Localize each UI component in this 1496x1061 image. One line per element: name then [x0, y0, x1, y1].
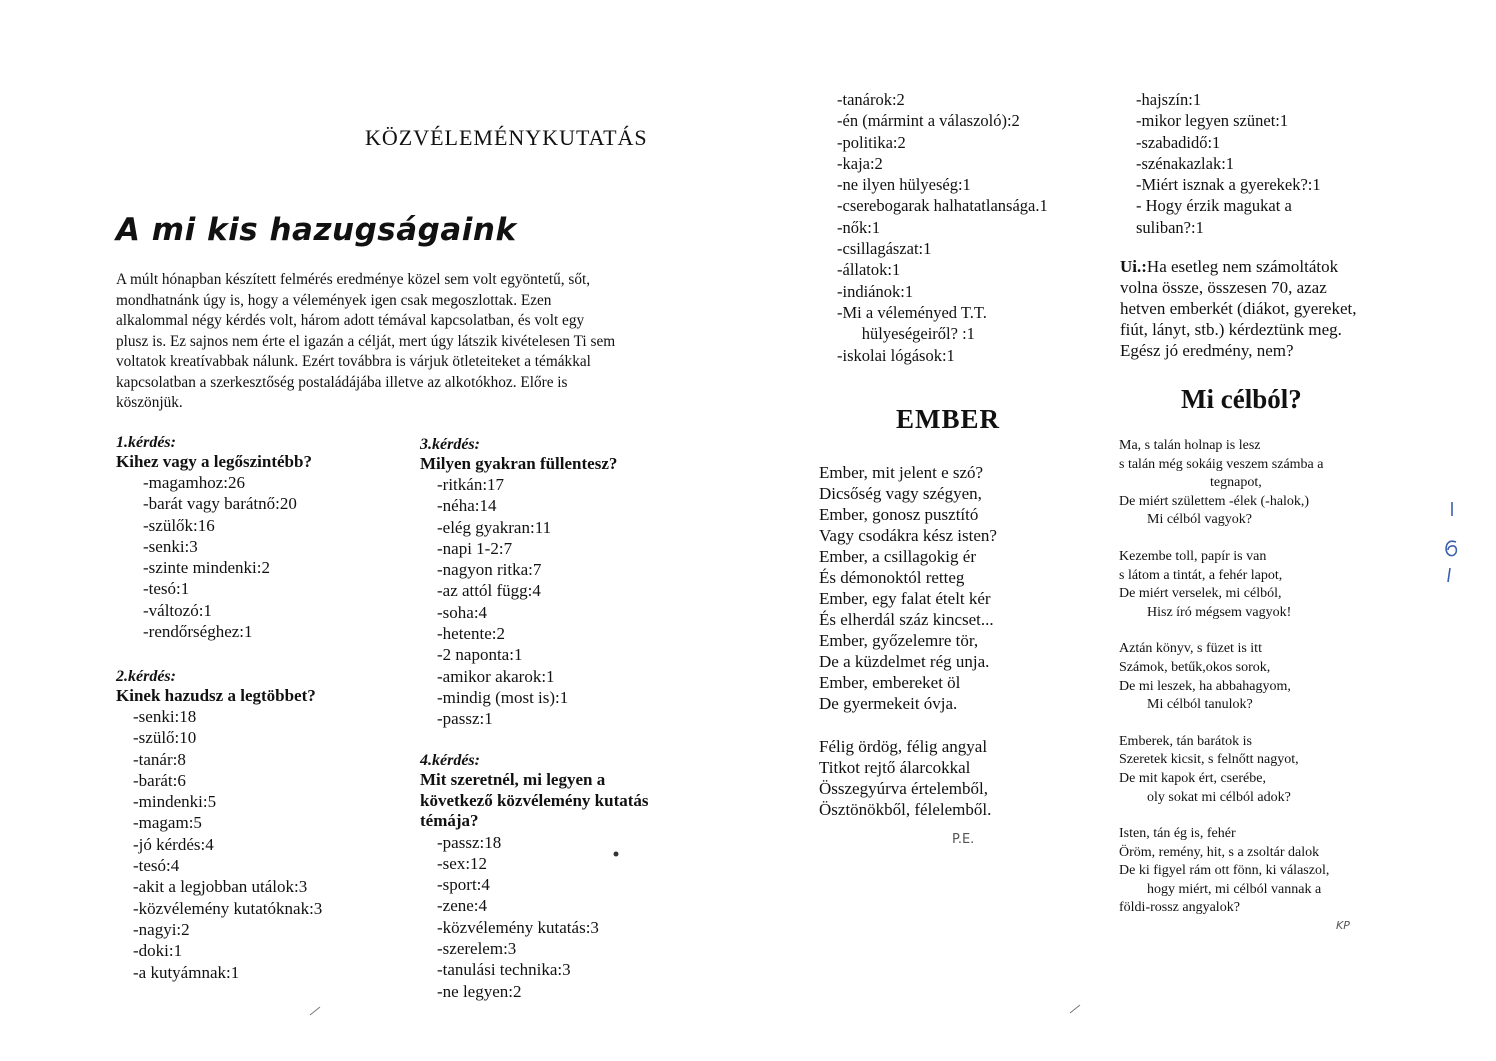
answer-item: hülyeségeiről? :1 [837, 324, 975, 344]
poem-line: Mi célból vagyok? [1119, 512, 1252, 528]
intro-paragraph [116, 270, 678, 414]
answer-item: -mindig (most is):1 [437, 687, 569, 707]
poem-line: És elherdál száz kincset... [819, 610, 994, 629]
answer-item: -nagyi:2 [133, 919, 190, 939]
answer-item: -hetente:2 [437, 624, 505, 644]
intro-line: kapcsolatban a szerkesztőség postaládájába illetve az alkotókhoz. Előre is [116, 373, 568, 391]
answer-item: -szülők:16 [143, 515, 215, 535]
answer-item: -sex:12 [437, 853, 488, 873]
poem-line: földi-rossz angyalok? [1119, 900, 1240, 916]
answer-item: -sport:4 [437, 875, 490, 895]
answer-item: -soha:4 [437, 602, 488, 622]
question-1 [116, 434, 312, 642]
postscript-text-line: fiút, lányt, stb.) kérdeztünk meg. [1120, 320, 1342, 339]
answer-item: -szerelem:3 [437, 938, 517, 958]
poem-line: Ember, a csillagokig ér [819, 547, 976, 566]
answer-item: -senki:3 [143, 536, 198, 556]
intro-line: plusz is. Ez sajnos nem érte el igazán a célját, mert úgy látszik kivételesen Ti sem [116, 332, 616, 350]
answer-item: -2 naponta:1 [437, 645, 523, 665]
answer-item: -én (mármint a válaszoló):2 [837, 111, 1020, 131]
poem-body [1119, 437, 1329, 936]
poem-line: s talán még sokáig veszem számba a [1119, 456, 1324, 472]
poem-stanza [819, 736, 991, 820]
answer-item: -tanár:8 [133, 749, 186, 769]
topic-list-continued [837, 89, 1048, 366]
article-title: A mi kis hazugságaink [116, 212, 517, 248]
answer-item: suliban?:1 [1136, 217, 1204, 237]
intro-line: voltatok kreatívabbak nálunk. Ezért továbbra is várjuk ötleteiteket a témákkal [116, 353, 591, 370]
answer-list [420, 474, 617, 730]
poem-line: s látom a tintát, a fehér lapot, [1119, 567, 1283, 583]
question-text: Kinek hazudsz a legtöbbet? [116, 686, 316, 705]
poem-signature: KP [1336, 919, 1350, 932]
postscript-text [1120, 256, 1356, 361]
poem-line: De mit kapok ért, cserébe, [1119, 770, 1266, 786]
poem-line: Szeretek kicsit, s felnőtt nagyot, [1119, 752, 1299, 768]
intro-line: A múlt hónapban készített felmérés eredménye közel sem volt egyöntetű, sőt, [116, 271, 591, 288]
poem-title-ember: EMBER [896, 404, 1001, 434]
answer-item: -jó kérdés:4 [133, 834, 214, 854]
answer-item: -akit a legjobban utálok:3 [133, 877, 308, 897]
answer-item: -hajszín:1 [1136, 90, 1202, 109]
answer-item: -a kutyámnak:1 [133, 962, 240, 982]
answer-item: -Miért isznak a gyerekek?:1 [1136, 175, 1321, 195]
postscript-text-line: volna össze, összesen 70, azaz [1120, 278, 1327, 297]
poem-line: De miért verselek, mi célból, [1119, 586, 1282, 602]
answer-item: -szinte mindenki:2 [143, 558, 271, 578]
answer-item: -indiánok:1 [837, 281, 914, 301]
question-label: 4.kérdés: [420, 752, 480, 769]
answer-item: -tesó:1 [143, 579, 190, 599]
answer-item: -ritkán:17 [437, 475, 505, 494]
answer-item: -ne ilyen hülyeség:1 [837, 175, 971, 195]
postscript-line [1120, 319, 1356, 340]
answer-list [116, 706, 322, 983]
poem-line: Isten, tán ég is, fehér [1119, 826, 1236, 842]
poem-line: De gyermekeit óvja. [819, 694, 958, 713]
postscript-label: Ui.: [1120, 257, 1147, 276]
poem-line: Mi célból tanulok? [1119, 697, 1253, 713]
answer-item: -néha:14 [437, 496, 497, 516]
intro-line: köszönjük. [116, 394, 183, 411]
answer-item: -zene:4 [437, 896, 488, 916]
question-line: következő közvélemény kutatás [420, 790, 649, 810]
answer-item: -barát vagy barátnő:20 [143, 494, 297, 514]
answer-item: -mikor legyen szünet:1 [1136, 111, 1289, 131]
answer-item: -kaja:2 [837, 153, 883, 173]
answer-item: -napi 1-2:7 [437, 538, 513, 558]
scan-mark [1068, 1003, 1082, 1015]
answer-item: -magam:5 [133, 813, 202, 833]
postscript-text-line: Ha esetleg nem számoltátok [1146, 257, 1339, 276]
question-text [420, 770, 649, 832]
intro-line: mondhatnánk úgy is, hogy a vélemények igen csak megoszlottak. Ezen [116, 291, 552, 309]
answer-item: -rendőrséghez:1 [143, 622, 253, 642]
poem-stanza [1119, 825, 1329, 918]
poem-line: És démonoktól retteg [819, 568, 965, 587]
answer-item: -változó:1 [143, 600, 212, 620]
question-label: 2.kérdés: [116, 668, 176, 685]
answer-item: -barát:6 [133, 770, 186, 790]
answer-item: -magamhoz:26 [143, 473, 245, 492]
answer-item: -passz:1 [437, 709, 493, 729]
poem-line: tegnapot, [1119, 475, 1262, 491]
poem-line: oly sokat mi célból adok? [1119, 789, 1291, 805]
poem-stanza [1119, 437, 1329, 530]
scan-mark [308, 1005, 322, 1017]
poem-title-celbol: Mi célból? [1181, 384, 1302, 414]
poem-line: Ma, s talán holnap is lesz [1119, 438, 1261, 453]
question-4 [420, 752, 649, 1002]
question-label: 1.kérdés: [116, 434, 176, 451]
answer-item: -amikor akarok:1 [437, 666, 555, 686]
poem-line: hogy miért, mi célból vannak a [1119, 881, 1322, 897]
postscript-line [1120, 256, 1356, 277]
poem-line: Félig ördög, félig angyal [819, 737, 988, 756]
answer-item: - Hogy érzik magukat a [1136, 196, 1292, 216]
poem-line: Ember, egy falat ételt kér [819, 589, 991, 608]
poem-line: Ember, gonosz pusztító [819, 505, 979, 524]
handwritten-page-number [1436, 498, 1466, 588]
postscript-text-line: hetven emberkét (diákot, gyereket, [1120, 299, 1357, 318]
poem-line: Számok, betűk,okos sorok, [1119, 659, 1271, 675]
answer-item: -tanárok:2 [837, 90, 905, 109]
poem-stanza [1119, 733, 1329, 807]
poem-line: Ember, győzelemre tör, [819, 631, 979, 650]
postscript-line [1120, 277, 1356, 298]
question-line: Mit szeretnél, mi legyen a [420, 770, 606, 789]
question-text: Milyen gyakran füllentesz? [420, 454, 618, 473]
poem-line: Kezembe toll, papír is van [1119, 548, 1267, 564]
poem-line: Emberek, tán barátok is [1119, 733, 1252, 749]
answer-item: -nagyon ritka:7 [437, 560, 542, 580]
answer-item: -szabadidő:1 [1136, 132, 1221, 152]
poem-line: Hisz író mégsem vagyok! [1119, 604, 1292, 620]
poem-stanza [819, 462, 997, 714]
answer-item: -iskolai lógások:1 [837, 345, 955, 365]
postscript-text-line: Egész jó eredmény, nem? [1120, 341, 1294, 360]
answer-item: -elég gyakran:11 [437, 517, 552, 537]
poem-line: De miért születtem -élek (-halok,) [1119, 493, 1310, 509]
question-label: 3.kérdés: [420, 436, 480, 453]
poem-stanza [1119, 548, 1329, 622]
poem-line: Ösztönökből, félelemből. [819, 800, 992, 819]
section-title: KÖZVÉLEMÉNYKUTATÁS [365, 125, 648, 150]
answer-item: -Mi a véleményed T.T. [837, 302, 987, 322]
intro-line: alkalommal négy kérdés volt, három adott témával kapcsolatban, és volt egy [116, 312, 585, 329]
answer-item: -tesó:4 [133, 856, 180, 876]
answer-item: -senki:18 [133, 707, 197, 726]
answer-item: -doki:1 [133, 941, 183, 961]
poem-line: Dicsőség vagy szégyen, [819, 484, 982, 503]
topic-list-continued-2 [1136, 89, 1321, 238]
question-text: Kihez vagy a legőszintébb? [116, 452, 312, 471]
poem-line: Titkot rejtő álarcokkal [819, 758, 971, 777]
poem-line: Vagy csodákra kész isten? [819, 526, 997, 545]
poem-line: Öröm, remény, hit, s a zsoltár dalok [1119, 844, 1320, 860]
answer-item: -szénakazlak:1 [1136, 153, 1235, 173]
answer-item: -tanulási technika:3 [437, 960, 571, 980]
postscript [1120, 256, 1356, 361]
answer-item: -nők:1 [837, 217, 881, 237]
poem-stanza [1119, 640, 1329, 714]
poem-line: Ember, mit jelent e szó? [819, 463, 984, 482]
question-2 [116, 668, 322, 983]
answer-item: -cserebogarak halhatatlansága.1 [837, 196, 1048, 216]
poem-line: De ki figyel rám ott fönn, ki válaszol, [1119, 863, 1330, 879]
poem-line: De mi leszek, ha abbahagyom, [1119, 678, 1291, 694]
answer-item: -passz:18 [437, 832, 502, 852]
poem-line: Összegyúrva értelemből, [819, 779, 988, 798]
answer-item: -szülő:10 [133, 728, 197, 748]
answer-item: -mindenki:5 [133, 792, 217, 812]
answer-item: -politika:2 [837, 132, 906, 152]
scan-dot [612, 850, 620, 858]
answer-item: -közvélemény kutatóknak:3 [133, 898, 323, 918]
question-line: témája? [420, 811, 479, 830]
answer-item: -az attól függ:4 [437, 581, 541, 601]
poem-line: De a küzdelmet rég unja. [819, 652, 990, 671]
answer-item: -közvélemény kutatás:3 [437, 917, 599, 937]
postscript-line [1120, 298, 1356, 319]
answer-item: -csillagászat:1 [837, 239, 932, 259]
question-3 [420, 436, 617, 730]
poem-line: Ember, embereket öl [819, 673, 961, 692]
postscript-line [1120, 340, 1356, 361]
answer-list [116, 472, 312, 642]
poem-line: Aztán könyv, s füzet is itt [1119, 641, 1262, 657]
poem-signature: P.E. [952, 832, 975, 847]
answer-item: -ne legyen:2 [437, 981, 522, 1001]
answer-item: -állatok:1 [837, 260, 901, 280]
